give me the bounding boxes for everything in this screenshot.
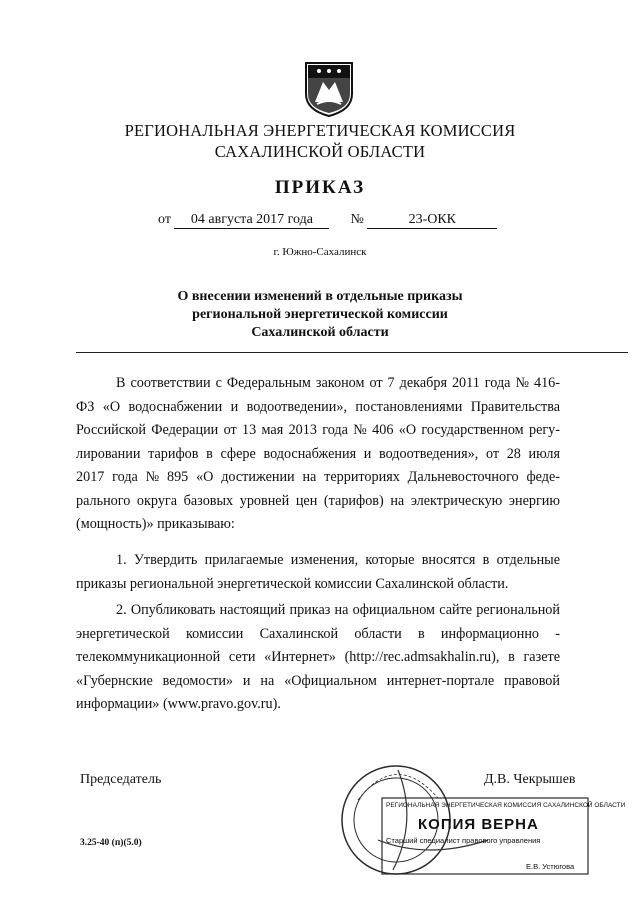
coat-of-arms-icon <box>303 60 355 118</box>
preamble-line: (мощность)» приказываю: <box>76 516 235 532</box>
stamp-header: РЕГИОНАЛЬНАЯ ЭНЕРГЕТИЧЕСКАЯ КОМИССИЯ САХАЛИНСКОЙ ОБЛАСТИ <box>386 802 626 809</box>
item-1-paragraph <box>76 549 560 596</box>
date-number-row <box>158 212 497 229</box>
item-2-line: телекоммуникационной сети «Интернет» (http://rec.admsakhalin.ru), в газете <box>76 649 560 665</box>
preamble-line: ФЗ «О водоснабжении и водоотведении», постановлениями Правительства <box>76 398 560 415</box>
item-1-line: приказы региональной энергетической комиссии Сахалинской области. <box>76 575 509 592</box>
item-2-paragraph <box>76 599 560 717</box>
preamble-line: лировании тарифов в сфере водоснабжения и водоотведения», от 28 июля <box>76 445 560 462</box>
date-prefix: от <box>158 212 171 227</box>
document-type: ПРИКАЗ <box>274 177 366 198</box>
item-2-line: «Губернские ведомости» и на «Официальном интернет-портале правовой <box>76 672 560 689</box>
stamp-position: Старший специалист правового управления <box>386 836 541 845</box>
item-1-line: 1. Утвердить прилагаемые изменения, которые вносятся в отдельные <box>116 552 560 568</box>
signatory-title: Председатель <box>80 772 162 787</box>
document-number: 23-ОКК <box>367 212 497 229</box>
subject-line1: О внесении изменений в отдельные приказы <box>177 289 463 304</box>
org-name-line1: РЕГИОНАЛЬНАЯ ЭНЕРГЕТИЧЕСКАЯ КОМИССИЯ <box>124 121 516 140</box>
stamp-name: Е.В. Устюгова <box>526 862 575 871</box>
signatory-name: Д.В. Чекрышев <box>484 772 576 787</box>
preamble-line: 2017 года № 895 «О достижении на территориях Дальневосточного феде- <box>76 469 560 485</box>
number-prefix: № <box>350 212 364 227</box>
copy-certified-stamp <box>338 740 626 890</box>
separator-line <box>76 352 628 353</box>
document-code: 3.25-40 (п)(5.0) <box>80 838 142 848</box>
subject-line2: региональной энергетической комиссии <box>192 307 448 322</box>
stamp-main-text: КОПИЯ ВЕРНА <box>418 816 539 833</box>
document-date: 04 августа 2017 года <box>174 212 329 229</box>
item-2-line: 2. Опубликовать настоящий приказ на официальном сайте региональной <box>116 602 560 618</box>
preamble-line: Российской Федерации от 13 мая 2013 года № 406 «О государственном регу- <box>76 422 560 438</box>
preamble-paragraph <box>76 372 560 537</box>
preamble-line: В соответствии с Федеральным законом от 7 декабря 2011 года № 416- <box>116 375 560 391</box>
preamble-line: рального округа базовых уровней цен (тарифов) на электрическую энергию <box>76 492 560 509</box>
subject-line3: Сахалинской области <box>251 325 389 340</box>
city: г. Южно-Сахалинск <box>273 246 367 258</box>
org-name-line2: САХАЛИНСКОЙ ОБЛАСТИ <box>214 142 426 161</box>
item-2-line: энергетической комиссии Сахалинской области в информационно - <box>76 625 560 642</box>
item-2-line: информации» (www.pravo.gov.ru). <box>76 696 281 712</box>
